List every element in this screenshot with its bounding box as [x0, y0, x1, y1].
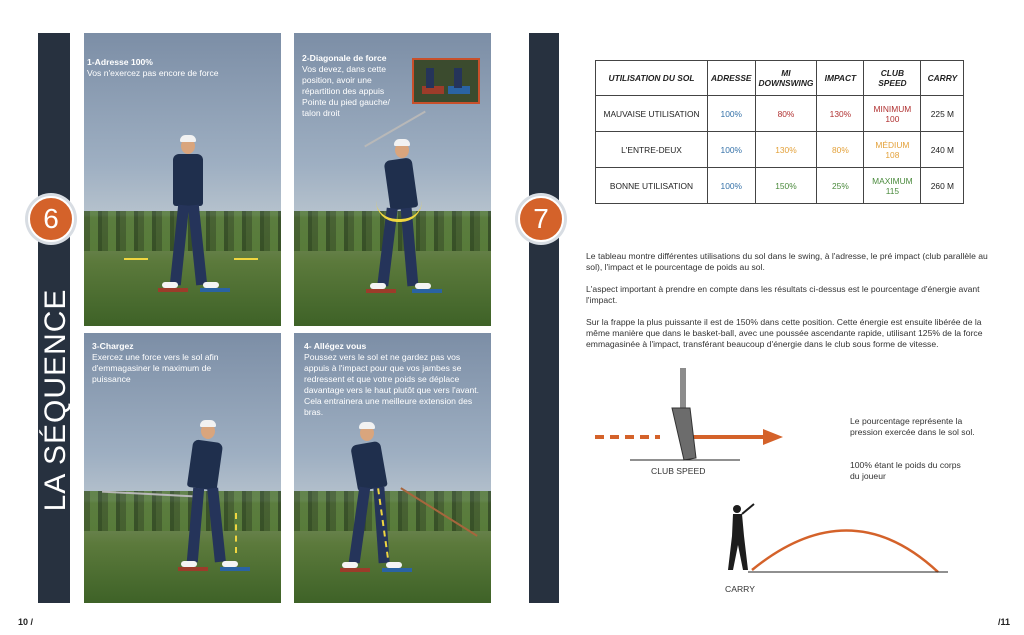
table-cell: 130%	[817, 96, 864, 132]
step-number-7: 7	[518, 196, 564, 242]
panel-1-caption	[87, 57, 267, 79]
table-cell: 100%	[708, 132, 756, 168]
paragraph-2: L'aspect important à prendre en compte dans les résultats ci-dessus est le pourcentage d'énergie avant l'impact.	[586, 284, 980, 305]
photo-panel-1	[84, 33, 281, 326]
panel-2-title: 2-Diagonale de force	[302, 53, 387, 63]
panel-3-text: Exercez une force vers le sol afin d'emmagasiner le maximum de puissance	[92, 352, 219, 384]
iron-club-head	[672, 368, 696, 460]
photo-panel-2	[294, 33, 491, 326]
note-body-weight: 100% étant le poids du corps du joueur	[850, 460, 961, 481]
col-header: UTILISATION DU SOL	[596, 61, 708, 96]
table-cell: 130%	[755, 132, 817, 168]
table-row	[596, 132, 964, 168]
club-speed-diagram	[590, 368, 800, 478]
table-cell: BONNE UTILISATION	[596, 168, 708, 204]
col-header: IMPACT	[817, 61, 864, 96]
club-speed-label: CLUB SPEED	[651, 466, 706, 476]
page-number-right: /11	[998, 617, 1011, 627]
panel-3-title: 3-Chargez	[92, 341, 134, 351]
col-header: MI DOWNSWING	[755, 61, 817, 96]
carry-trajectory	[752, 530, 938, 572]
section-title: LA SÉQUENCE	[39, 288, 72, 512]
step-badge-7	[515, 193, 567, 245]
panel-4-caption	[304, 341, 482, 418]
panel-4-title: 4- Allégez vous	[304, 341, 367, 351]
panel-4-text: Poussez vers le sol et ne gardez pas vos appuis à l'impact pour que vos jambes se redressent et que votre poids se déplace davantage vers le haut plutôt que vers l'avant. Cela entrainera une meilleure extension des bras.	[304, 352, 480, 417]
right-sidebar	[529, 33, 559, 603]
note-pressure: Le pourcentage représente la pression exercée dans le sol sol.	[850, 416, 975, 437]
table-cell: 100%	[708, 168, 756, 204]
panel-1-title: 1-Adresse 100%	[87, 57, 153, 67]
table-row	[596, 96, 964, 132]
table-cell: MÉDIUM 108	[864, 132, 921, 168]
step-badge-6	[25, 193, 77, 245]
table-cell: L'ENTRE-DEUX	[596, 132, 708, 168]
table-cell: MAUVAISE UTILISATION	[596, 96, 708, 132]
step-number: 6	[28, 196, 74, 242]
photo-panel-4	[294, 333, 491, 603]
col-header: CLUB SPEED	[864, 61, 921, 96]
table-cell: 260 M	[921, 168, 964, 204]
table-cell: 80%	[755, 96, 817, 132]
carry-label: CARRY	[725, 584, 755, 594]
panel-2-caption	[302, 53, 410, 119]
table-cell: MAXIMUM 115	[864, 168, 921, 204]
table-cell: 225 M	[921, 96, 964, 132]
paragraph-3: Sur la frappe la plus puissante il est de 150% dans cette position. Cette énergie est ensuite libérée de la même manière que dans le basket-ball, avec une poussée ascendante rapide, utilisant 125% de la force emmagasinée à l'impact, transférant beaucoup d'énergie dans le club sous forme de vitesse.	[586, 317, 983, 349]
table-cell: 100%	[708, 96, 756, 132]
carry-diagram	[720, 500, 950, 582]
golfer-silhouette-icon	[728, 504, 754, 570]
table-cell: 80%	[817, 132, 864, 168]
col-header: CARRY	[921, 61, 964, 96]
photo-panel-3	[84, 333, 281, 603]
speed-arrow-head	[763, 429, 783, 445]
panel-2-text: Vos devez, dans cette position, avoir une répartition des appuis Pointe du pied gauche/ talon droit	[302, 64, 390, 118]
paragraph-1: Le tableau montre différentes utilisations du sol dans le swing, à l'adresse, le pré impact (club parallèle au sol), l'impact et le pourcentage de poids au sol.	[586, 251, 988, 272]
col-header: ADRESSE	[708, 61, 756, 96]
table-cell: MINIMUM 100	[864, 96, 921, 132]
table-cell: 25%	[817, 168, 864, 204]
panel-1-text: Vos n'exercez pas encore de force	[87, 68, 219, 78]
table-row	[596, 168, 964, 204]
page-number-left: 10 /	[18, 617, 34, 627]
table-cell: 150%	[755, 168, 817, 204]
panel-3-caption	[92, 341, 242, 385]
table-cell: 240 M	[921, 132, 964, 168]
ground-usage-table	[595, 60, 964, 204]
table-header-row	[596, 61, 964, 96]
